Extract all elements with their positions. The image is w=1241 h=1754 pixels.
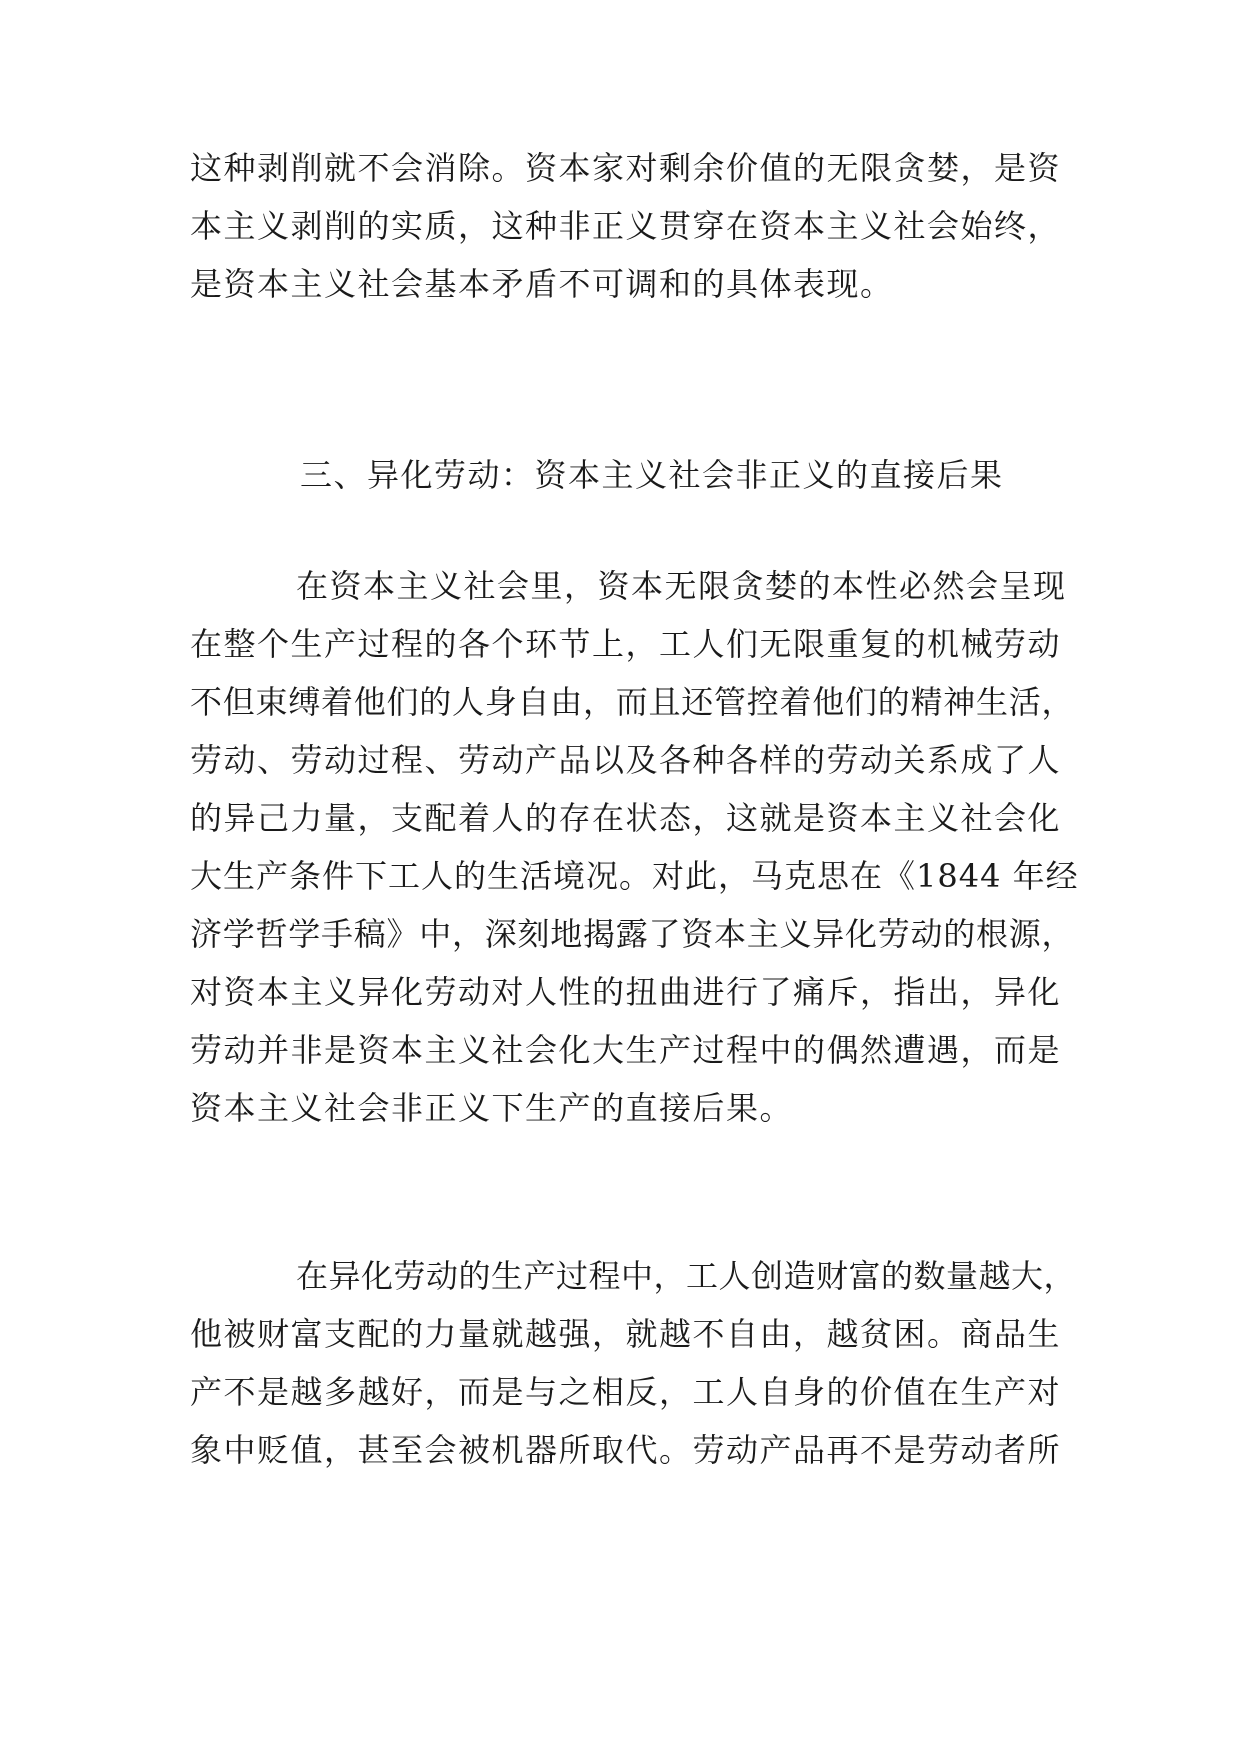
paragraph-line: 在整个生产过程的各个环节上，工人们无限重复的机械劳动 bbox=[190, 625, 1062, 663]
paragraph-line: 劳动并非是资本主义社会化大生产过程中的偶然遭遇，而是 bbox=[190, 1031, 1062, 1069]
section-heading: 三、异化劳动：资本主义社会非正义的直接后果 bbox=[300, 456, 1004, 494]
paragraph-line: 大生产条件下工人的生活境况。对此，马克思在《1844 年经 bbox=[190, 857, 1079, 895]
paragraph-line: 济学哲学手稿》中，深刻地揭露了资本主义异化劳动的根源， bbox=[190, 915, 1075, 953]
paragraph-line: 在资本主义社会里，资本无限贪婪的本性必然会呈现 bbox=[296, 567, 1067, 605]
paragraph-line: 本主义剥削的实质，这种非正义贯穿在资本主义社会始终， bbox=[190, 207, 1062, 245]
paragraph-line: 对资本主义异化劳动对人性的扭曲进行了痛斥，指出，异化 bbox=[190, 973, 1062, 1011]
paragraph-line: 是资本主义社会基本矛盾不可调和的具体表现。 bbox=[190, 265, 894, 303]
paragraph-line: 他被财富支配的力量就越强，就越不自由，越贫困。商品生 bbox=[190, 1315, 1062, 1353]
paragraph-line: 不但束缚着他们的人身自由，而且还管控着他们的精神生活， bbox=[190, 683, 1075, 721]
paragraph-line: 资本主义社会非正义下生产的直接后果。 bbox=[190, 1089, 794, 1127]
paragraph-line: 的异己力量，支配着人的存在状态，这就是资本主义社会化 bbox=[190, 799, 1062, 837]
paragraph-line: 这种剥削就不会消除。资本家对剩余价值的无限贪婪，是资 bbox=[190, 149, 1062, 187]
paragraph-line: 劳动、劳动过程、劳动产品以及各种各样的劳动关系成了人 bbox=[190, 741, 1062, 779]
paragraph-line: 象中贬值，甚至会被机器所取代。劳动产品再不是劳动者所 bbox=[190, 1431, 1062, 1469]
paragraph-line: 产不是越多越好，而是与之相反，工人自身的价值在生产对 bbox=[190, 1373, 1062, 1411]
paragraph-line: 在异化劳动的生产过程中，工人创造财富的数量越大， bbox=[296, 1257, 1077, 1295]
